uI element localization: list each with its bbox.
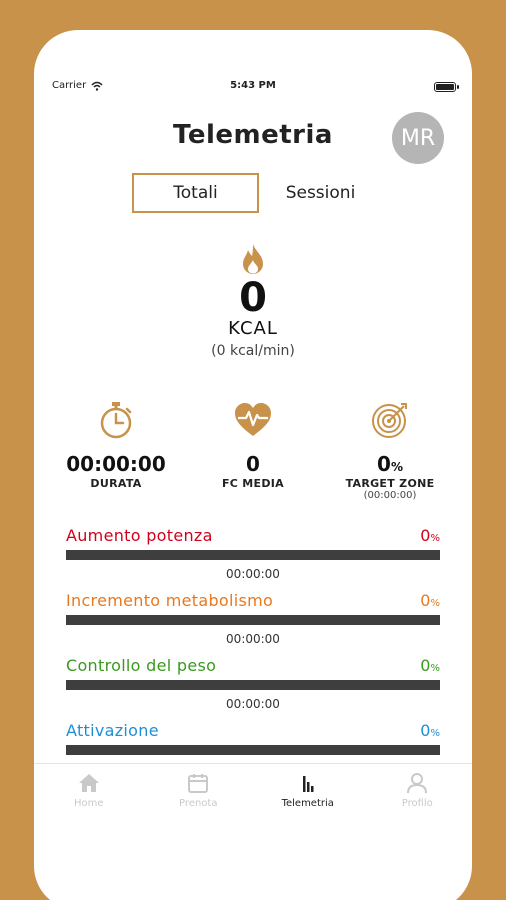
status-bar — [34, 78, 472, 96]
stat-heart-rate — [180, 400, 326, 490]
goal-percent: 0% — [420, 591, 440, 610]
goal-percent: 0% — [420, 721, 440, 740]
target-zone-label: TARGET ZONE — [345, 477, 435, 490]
home-icon — [77, 772, 101, 794]
target-zone-value: 0% — [377, 452, 403, 476]
goal-progress-bar — [66, 745, 440, 755]
goal-item — [66, 526, 440, 591]
duration-value: 00:00:00 — [66, 452, 166, 476]
segment-totali[interactable]: Totali — [132, 173, 259, 213]
tab-prenota[interactable] — [144, 764, 254, 821]
tab-profilo[interactable] — [363, 764, 473, 821]
flame-icon — [236, 242, 270, 276]
stopwatch-icon — [96, 400, 136, 440]
goal-time: 00:00:00 — [226, 567, 280, 581]
tab-home[interactable] — [34, 764, 144, 821]
tab-label: Telemetria — [281, 798, 334, 809]
goal-item — [66, 656, 440, 721]
goal-item — [66, 591, 440, 656]
segmented-control — [132, 173, 382, 213]
heart-pulse-icon — [233, 400, 273, 440]
target-icon — [370, 400, 410, 440]
goal-time: 00:00:00 — [226, 697, 280, 711]
page-title: Telemetria — [173, 120, 333, 150]
kcal-value: 0 — [239, 275, 267, 321]
goal-progress-bar — [66, 615, 440, 625]
kcal-rate: (0 kcal/min) — [211, 343, 295, 359]
bar-chart-icon — [296, 772, 320, 794]
tab-label: Home — [73, 798, 104, 809]
stat-target-zone — [317, 400, 463, 501]
user-icon — [405, 772, 429, 794]
segment-sessioni[interactable]: Sessioni — [285, 183, 356, 203]
battery-icon — [434, 82, 456, 92]
target-zone-time: (00:00:00) — [363, 490, 417, 501]
phone-screen — [34, 30, 472, 900]
avatar[interactable]: MR — [392, 112, 444, 164]
goal-name: Attivazione — [66, 721, 159, 740]
goal-name: Incremento metabolismo — [66, 591, 274, 610]
tab-label: Profilo — [401, 798, 433, 809]
tab-telemetria[interactable] — [253, 764, 363, 821]
goal-percent: 0% — [420, 656, 440, 675]
kcal-unit: KCAL — [228, 318, 278, 339]
heart-rate-value: 0 — [246, 452, 260, 476]
tab-label: Prenota — [179, 798, 218, 809]
stats-row — [34, 400, 472, 510]
duration-label: DURATA — [90, 477, 142, 490]
carrier-label: Carrier — [52, 80, 87, 91]
goal-time: 00:00:00 — [226, 632, 280, 646]
goal-name: Aumento potenza — [66, 526, 213, 545]
goal-progress-bar — [66, 550, 440, 560]
calendar-icon — [186, 772, 210, 794]
goal-percent: 0% — [420, 526, 440, 545]
clock: 5:43 PM — [230, 80, 276, 91]
goals-list — [66, 526, 440, 786]
heart-rate-label: FC MEDIA — [221, 477, 284, 490]
goal-name: Controllo del peso — [66, 656, 217, 675]
stat-duration — [43, 400, 189, 490]
tab-bar — [34, 763, 472, 821]
kcal-summary — [34, 242, 472, 359]
goal-progress-bar — [66, 680, 440, 690]
